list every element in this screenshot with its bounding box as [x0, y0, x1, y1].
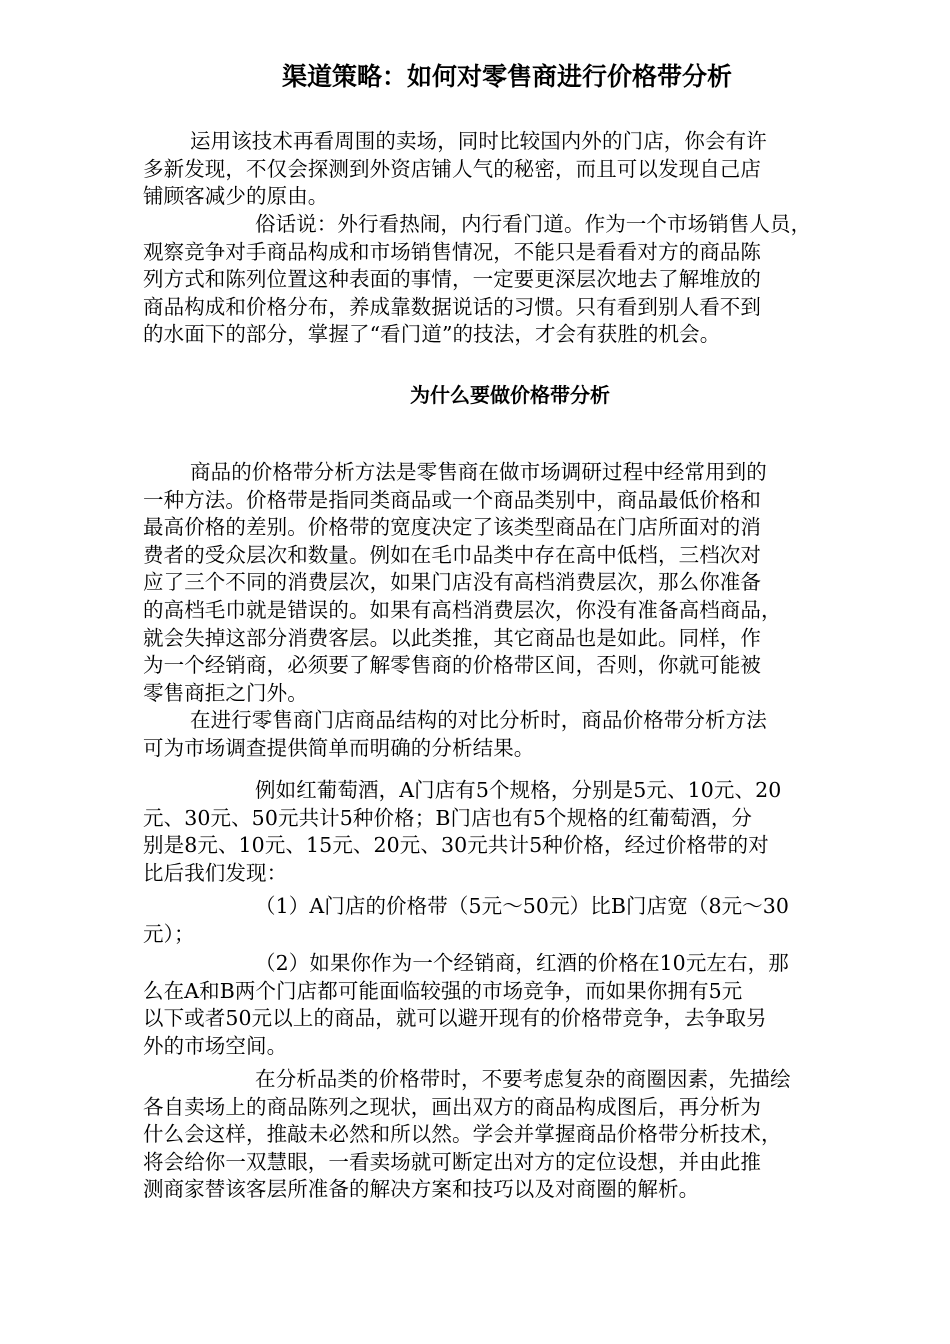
- paragraph-line: 在进行零售商门店商品结构的对比分析时，商品价格带分析方法: [190, 708, 767, 732]
- paragraph-line: 列方式和陈列位置这种表面的事情，一定要更深层次地去了解堆放的: [143, 267, 761, 292]
- paragraph-line: 以下或者50元以上的商品，就可以避开现有的价格带竞争，去争取另: [143, 1006, 767, 1031]
- paragraph-line: 就会失掉这部分消费客层。以此类推，其它商品也是如此。同样，作: [143, 625, 761, 650]
- paragraph-6: [143, 893, 888, 948]
- paragraph-4: [143, 707, 888, 762]
- paragraph-line: 的高档毛巾就是错误的。如果有高档消费层次，你没有准备高档商品，: [143, 597, 782, 622]
- paragraph-line: 么在A和B两个门店都可能面临较强的市场竞争，而如果你拥有5元: [143, 978, 743, 1003]
- paragraph-2: [143, 211, 888, 349]
- paragraph-line: 多新发现，不仅会探测到外资店铺人气的秘密，而且可以发现自己店: [143, 156, 761, 181]
- paragraph-line: 俗话说：外行看热闹，内行看门道。作为一个市场销售人员，: [255, 212, 812, 236]
- paragraph-line: 什么会这样，推敲未必然和所以然。学会并掌握商品价格带分析技术，: [143, 1122, 782, 1147]
- paragraph-line: 商品构成和价格分布，养成靠数据说话的习惯。只有看到别人看不到: [143, 294, 761, 319]
- paragraph-line: 的水面下的部分，掌握了“看门道”的技法，才会有获胜的机会。: [143, 322, 721, 347]
- paragraph-line: 一种方法。价格带是指同类商品或一个商品类别中，商品最低价格和: [143, 487, 761, 512]
- paragraph-line: 铺顾客减少的原由。: [143, 184, 329, 209]
- paragraph-line: 将会给你一双慧眼，一看卖场就可断定出对方的定位设想，并由此推: [143, 1149, 761, 1174]
- page-title: 渠道策略：如何对零售商进行价格带分析: [282, 62, 733, 91]
- paragraph-line: 别是8元、10元、15元、20元、30元共计5种价格，经过价格带的对: [143, 833, 769, 858]
- section-heading: 为什么要做价格带分析: [410, 383, 610, 407]
- paragraph-line: 外的市场空间。: [143, 1033, 288, 1058]
- paragraph-7: [143, 950, 888, 1060]
- paragraph-line: 比后我们发现：: [143, 860, 288, 885]
- paragraph-line: 各自卖场上的商品陈列之现状，画出双方的商品构成图后，再分析为: [143, 1094, 761, 1119]
- paragraph-line: 商品的价格带分析方法是零售商在做市场调研过程中经常用到的: [190, 460, 767, 484]
- paragraph-line: 测商家替该客层所准备的解决方案和技巧以及对商圈的解析。: [143, 1177, 700, 1202]
- paragraph-line: 费者的受众层次和数量。例如在毛巾品类中存在高中低档，三档次对: [143, 542, 761, 567]
- paragraph-line: 在分析品类的价格带时，不要考虑复杂的商圈因素，先描绘: [255, 1067, 791, 1091]
- paragraph-line: （2）如果你作为一个经销商，红酒的价格在10元左右，那: [255, 951, 789, 975]
- paragraph-line: （1）A门店的价格带（5元～50元）比B门店宽（8元～30: [255, 894, 790, 918]
- paragraph-line: 元）；: [143, 921, 195, 946]
- paragraph-1: [143, 128, 888, 211]
- paragraph-line: 观察竞争对手商品构成和市场销售情况，不能只是看看对方的商品陈: [143, 239, 761, 264]
- paragraph-line: 应了三个不同的消费层次，如果门店没有高档消费层次，那么你准备: [143, 570, 761, 595]
- paragraph-line: 零售商拒之门外。: [143, 680, 308, 705]
- paragraph-line: 最高价格的差别。价格带的宽度决定了该类型商品在门店所面对的消: [143, 515, 761, 540]
- paragraph-line: 例如红葡萄酒，A门店有5个规格，分别是5元、10元、20: [255, 778, 782, 802]
- paragraph-line: 可为市场调查提供简单而明确的分析结果。: [143, 735, 535, 760]
- paragraph-8: [143, 1066, 888, 1204]
- paragraph-line: 运用该技术再看周围的卖场，同时比较国内外的门店，你会有许: [190, 129, 767, 153]
- paragraph-5: [143, 777, 888, 887]
- paragraph-line: 元、30元、50元共计5种价格；B门店也有5个规格的红葡萄酒，分: [143, 805, 753, 830]
- paragraph-3: [143, 459, 888, 707]
- paragraph-line: 为一个经销商，必须要了解零售商的价格带区间，否则，你就可能被: [143, 653, 761, 678]
